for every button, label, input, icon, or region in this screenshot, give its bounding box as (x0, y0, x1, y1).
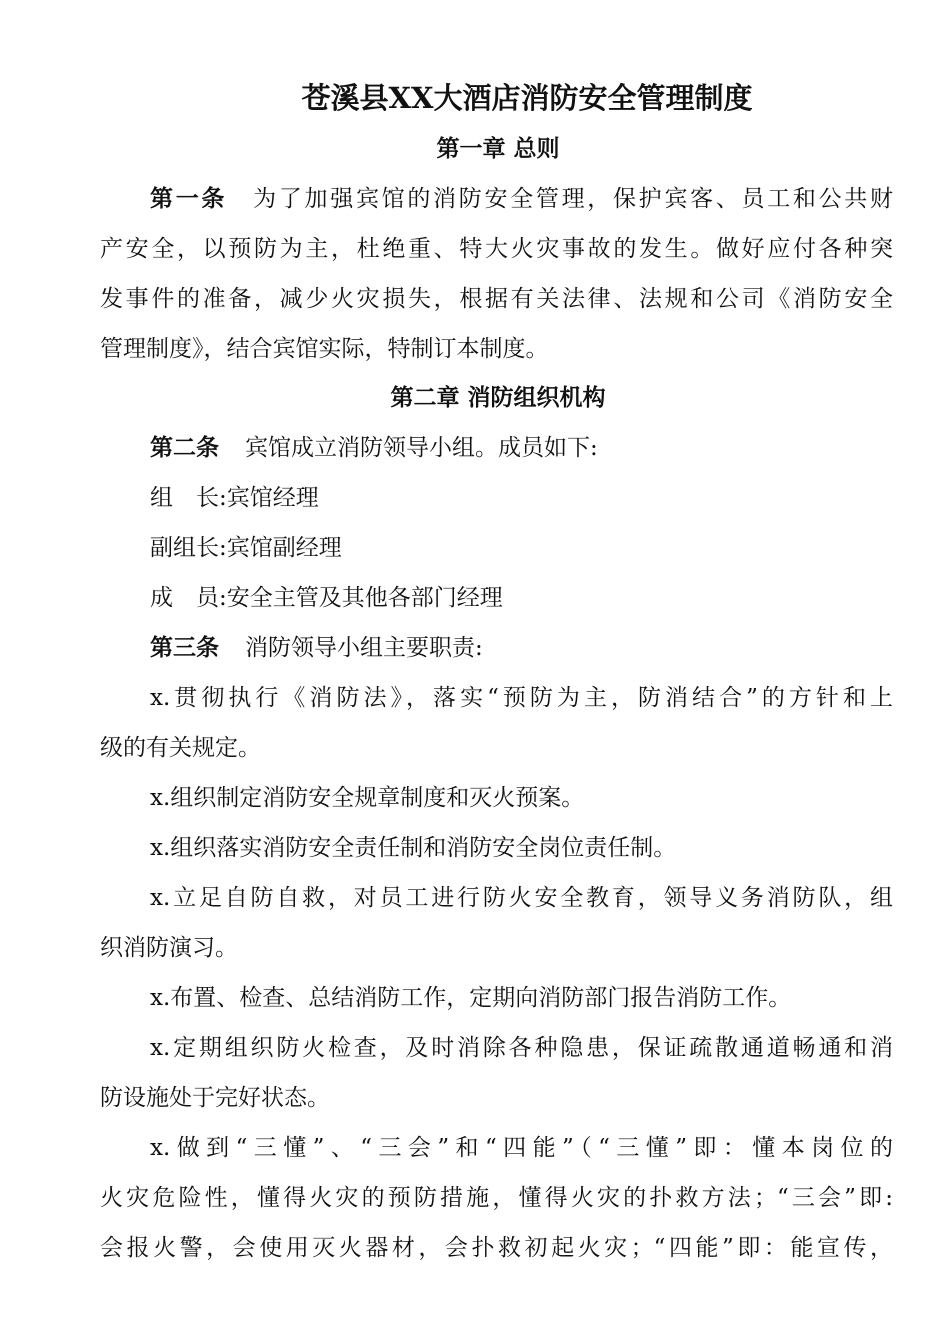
member-name: 安全主管及其他各部门经理 (226, 585, 503, 611)
member-name: 宾馆副经理 (226, 535, 342, 561)
duty-item-1-line-2: 级的有关规定。 (100, 735, 261, 761)
duty-item-7-line-1: x.做到“三懂”、“三会”和“四能”（“三懂”即：懂本岗位的 (150, 1135, 893, 1161)
duty-item-6-line-2: 防设施处于完好状态。 (100, 1085, 330, 1111)
article-3-line (150, 632, 893, 664)
member-row-members (150, 582, 893, 614)
document-title: 苍溪县XX大酒店消防安全管理制度 (301, 81, 753, 115)
article-1-line-4: 管理制度》，结合宾馆实际，特制订本制度。 (100, 336, 549, 362)
chapter-heading-2: 第二章 消防组织机构 (390, 385, 606, 411)
duty-item-1-line-1: x.贯彻执行《消防法》，落实“预防为主，防消结合”的方针和上 (150, 685, 893, 711)
article-text: 消防领导小组主要职责: (245, 635, 483, 661)
chapter-heading-1: 第一章 总则 (436, 136, 560, 162)
article-text: 为了加强宾馆的消防安全管理，保护宾客、员工和公共财 (253, 186, 893, 212)
duty-item-5: x.布置、检查、总结消防工作，定期向消防部门报告消防工作。 (150, 985, 792, 1011)
duty-item-6-line-1: x.定期组织防火检查，及时消除各种隐患，保证疏散通道畅通和消 (150, 1035, 893, 1061)
duty-item-7-line-3: 会报火警，会使用灭火器材，会扑救初起火灾；“四能”即：能宣传， (100, 1235, 893, 1261)
member-role: 成 员: (150, 585, 227, 611)
duty-item-7-line-2: 火灾危险性，懂得火灾的预防措施，懂得火灾的扑救方法；“三会”即: (100, 1185, 893, 1211)
article-2-line (150, 432, 893, 464)
article-label: 第二条 (150, 435, 219, 461)
member-name: 宾馆经理 (226, 485, 319, 511)
duty-item-3: x.组织落实消防安全责任制和消防安全岗位责任制。 (150, 835, 677, 861)
duty-item-4-line-1: x.立足自防自救，对员工进行防火安全教育，领导义务消防队，组 (150, 885, 893, 911)
article-1-line-1 (150, 183, 893, 215)
article-label: 第三条 (150, 635, 219, 661)
member-row-deputy (150, 532, 893, 564)
member-row-leader (150, 482, 893, 514)
article-label: 第一条 (150, 186, 228, 212)
member-role: 副组长: (150, 535, 227, 561)
article-1-line-3: 发事件的准备，减少火灾损失，根据有关法律、法规和公司《消防安全 (100, 286, 893, 312)
article-text: 宾馆成立消防领导小组。成员如下: (245, 435, 598, 461)
member-role: 组 长: (150, 485, 227, 511)
duty-item-4-line-2: 织消防演习。 (100, 935, 238, 961)
duty-item-2: x.组织制定消防安全规章制度和灭火预案。 (150, 785, 585, 811)
article-1-line-2: 产安全，以预防为主，杜绝重、特大火灾事故的发生。做好应付各种突 (100, 236, 893, 262)
